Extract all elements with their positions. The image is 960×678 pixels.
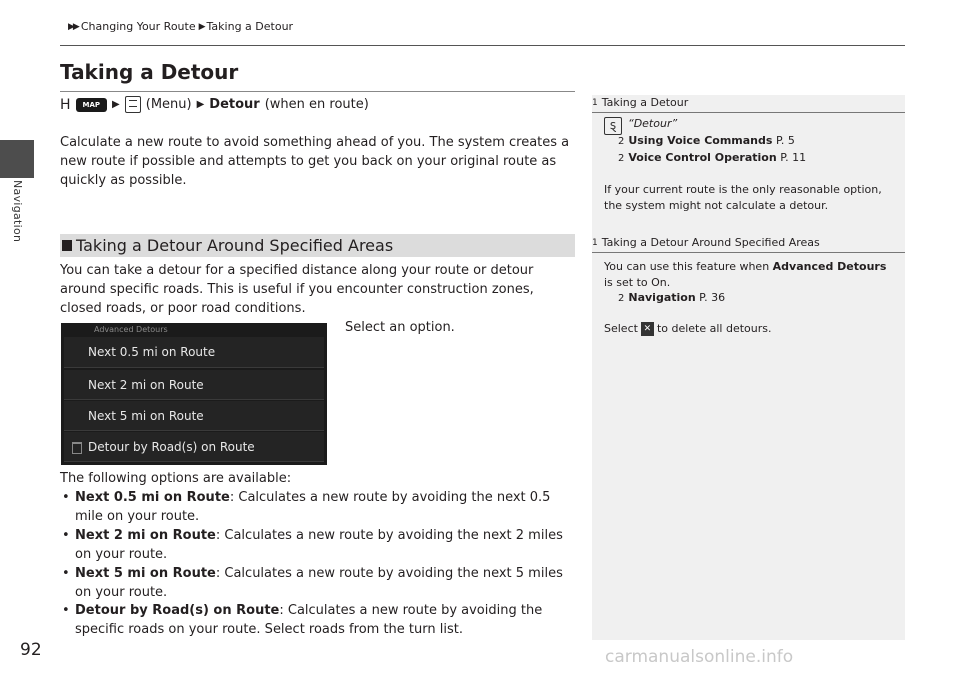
- note-text: [604, 259, 896, 291]
- trash-icon[interactable]: [72, 442, 82, 454]
- note-heading-taking-detour: [592, 96, 688, 109]
- list-item: [60, 564, 580, 602]
- breadcrumb: [68, 20, 293, 33]
- section-header: [60, 234, 575, 257]
- reference-page: P. 36: [699, 291, 726, 304]
- reference-mark: 2: [618, 136, 625, 147]
- note-divider: [592, 112, 905, 113]
- delete-icon: ✕: [641, 322, 654, 336]
- menu-icon: [125, 96, 141, 113]
- bullet: •: [62, 490, 70, 505]
- title-divider: [60, 91, 575, 92]
- note-divider: [592, 252, 905, 253]
- note-text-suffix: is set to On.: [604, 276, 671, 289]
- header-divider: [60, 45, 905, 46]
- reference-mark: 2: [618, 293, 625, 304]
- breadcrumb-item-changing-route: Changing Your Route: [80, 20, 196, 33]
- path-arrow-icon: ▶: [112, 99, 120, 110]
- section-square-icon: [62, 240, 72, 251]
- option-desc: : Calculates a new route by avoiding the next 5 miles on your route.: [75, 566, 563, 600]
- list-item: [60, 601, 580, 639]
- bullet: •: [62, 528, 70, 543]
- reference-page: P. 5: [775, 134, 795, 147]
- screen-item-label: Next 5 mi on Route: [88, 408, 204, 423]
- screen-item-next-05-mi[interactable]: [64, 337, 324, 368]
- voice-command-icon: ȿ: [604, 117, 622, 135]
- note-text: [604, 321, 896, 337]
- notes-panel: [592, 95, 905, 640]
- breadcrumb-arrow-icon: ▶: [198, 21, 204, 32]
- reference-mark: 2: [618, 153, 625, 164]
- advanced-detours-screen: [61, 323, 327, 465]
- screen-header: Advanced Detours: [94, 325, 168, 334]
- option-desc: : Calculates a new route by avoiding the specific roads on your route. Select roads from the turn list.: [75, 603, 543, 637]
- breadcrumb-arrow-icon: ▶▶: [68, 21, 78, 32]
- page-number: 92: [20, 640, 42, 660]
- menu-label: (Menu): [145, 97, 192, 112]
- home-icon: H: [60, 96, 71, 113]
- screen-item-label: Next 2 mi on Route: [88, 377, 204, 392]
- note-number: 1: [592, 237, 598, 248]
- option-name: Next 2 mi on Route: [75, 528, 216, 543]
- page-title: Taking a Detour: [60, 60, 239, 84]
- note-title: Taking a Detour: [601, 96, 689, 109]
- detour-label: Detour: [209, 97, 260, 112]
- options-intro: The following options are available:: [60, 471, 292, 486]
- screen-item-next-5-mi[interactable]: [64, 401, 324, 431]
- note-text-prefix: You can use this feature when: [604, 260, 773, 273]
- section-paragraph: You can take a detour for a specified distance along your route or detour around specific roads. This is useful if you encounter construction zones, closed roads, or poor road conditions.: [60, 263, 534, 316]
- intro-paragraph: Calculate a new route to avoid something ahead of you. The system creates a new route if possible and attempts to get you back on your original route as quickly as possible.: [60, 135, 570, 188]
- option-desc: : Calculates a new route by avoiding the next 2 miles on your route.: [75, 528, 563, 562]
- screen-item-label: Next 0.5 mi on Route: [88, 345, 216, 359]
- side-section-label: Navigation: [11, 180, 24, 243]
- menu-path: [60, 96, 369, 113]
- note-title: Taking a Detour Around Specified Areas: [601, 236, 820, 249]
- section-title: Taking a Detour Around Specified Areas: [76, 236, 394, 255]
- bullet: •: [62, 566, 70, 581]
- path-suffix: (when en route): [264, 97, 369, 112]
- section-tab-marker: [0, 140, 34, 178]
- list-item: [60, 488, 580, 526]
- option-desc: : Calculates a new route by avoiding the next 0.5 mile on your route.: [75, 490, 551, 524]
- breadcrumb-item-taking-detour: Taking a Detour: [206, 20, 294, 33]
- option-name: Next 5 mi on Route: [75, 566, 216, 581]
- select-suffix: to delete all detours.: [656, 322, 772, 335]
- map-button-icon: MAP: [76, 98, 108, 112]
- screen-item-label: Detour by Road(s) on Route: [88, 439, 255, 454]
- reference-label: Using Voice Commands: [628, 134, 773, 147]
- cross-reference[interactable]: [618, 291, 725, 304]
- reference-label: Navigation: [628, 291, 696, 304]
- note-text: If your current route is the only reasonable option, the system might not calculate a detour.: [604, 183, 882, 212]
- list-item: [60, 526, 580, 564]
- select-prefix: Select: [604, 322, 638, 335]
- note-text-bold: Advanced Detours: [772, 260, 887, 273]
- screen-item-next-2-mi[interactable]: [64, 370, 324, 400]
- cross-reference[interactable]: [618, 151, 806, 164]
- voice-command: “Detour”: [628, 117, 678, 130]
- path-arrow-icon: ▶: [196, 99, 205, 110]
- note-heading-specified-areas: [592, 236, 820, 249]
- option-name: Next 0.5 mi on Route: [75, 490, 230, 505]
- reference-page: P. 11: [780, 151, 807, 164]
- select-instruction: Select an option.: [345, 320, 455, 335]
- option-name: Detour by Road(s) on Route: [75, 603, 280, 618]
- note-number: 1: [592, 97, 598, 108]
- bullet: •: [62, 603, 70, 618]
- reference-label: Voice Control Operation: [628, 151, 777, 164]
- cross-reference[interactable]: [618, 134, 795, 147]
- screen-item-detour-by-road[interactable]: [64, 432, 324, 462]
- watermark-text: carmanualsonline.info: [605, 647, 794, 667]
